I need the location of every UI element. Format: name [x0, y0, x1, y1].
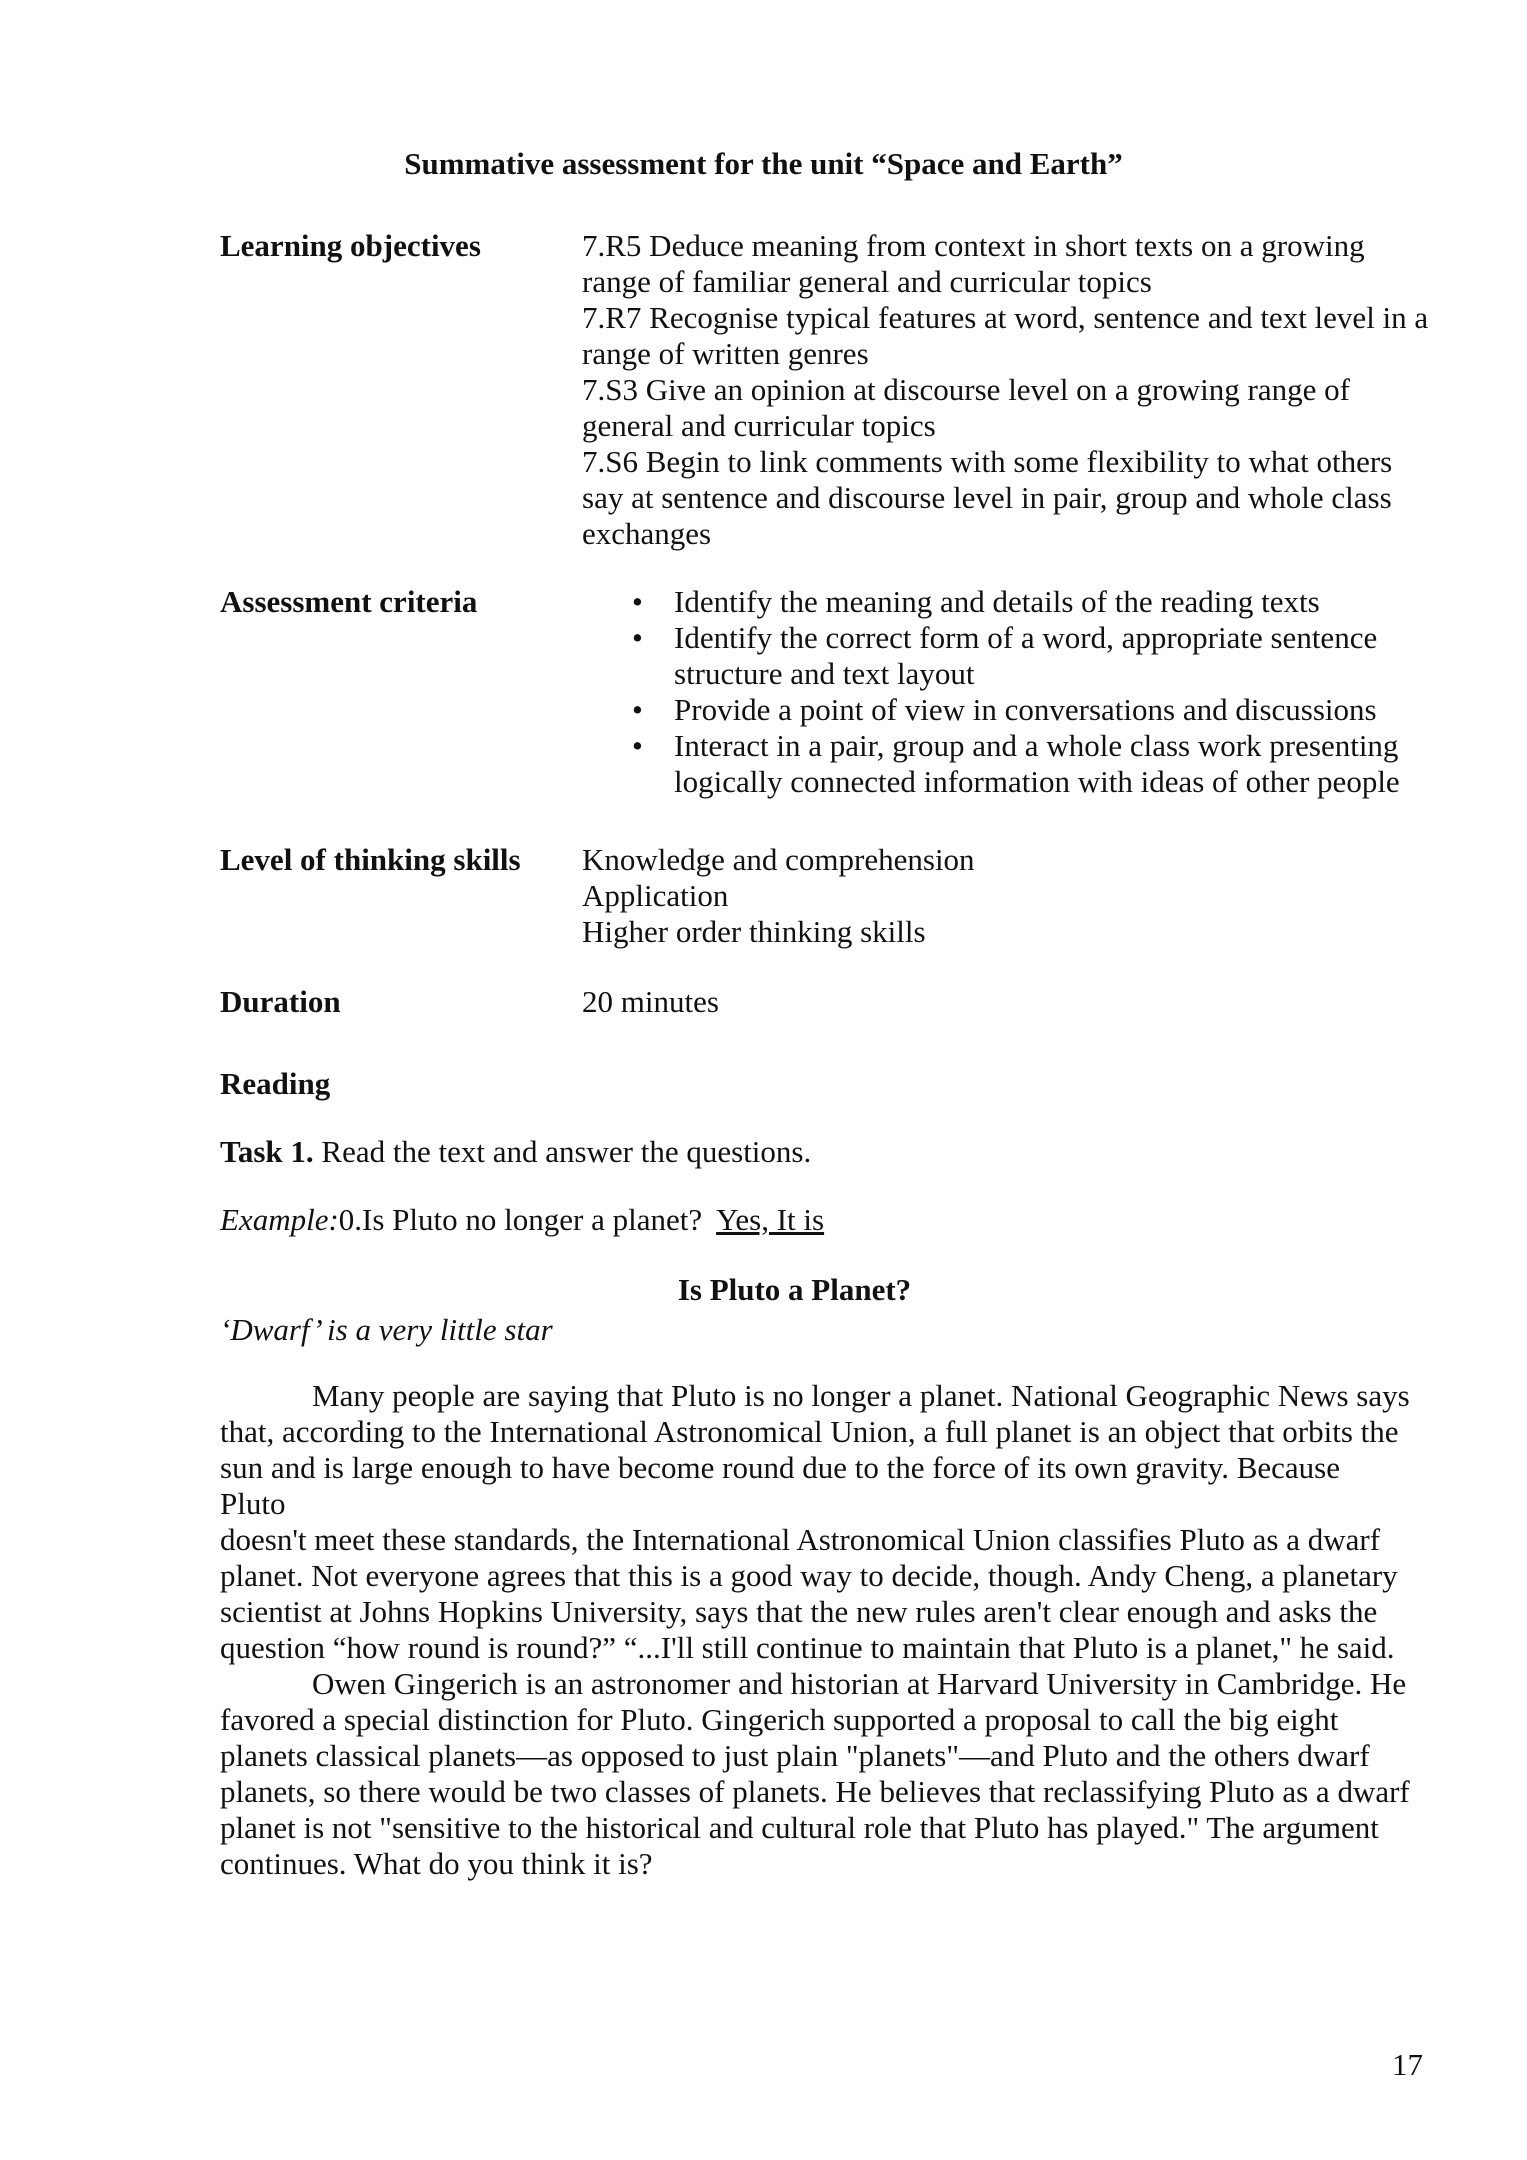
criteria-text: Provide a point of view in conversations and discussions: [674, 692, 1377, 727]
duration-value: 20 minutes: [582, 984, 719, 1019]
article-body: [220, 1378, 1410, 1882]
bullet-icon: •: [632, 584, 643, 619]
paragraph-line: Owen Gingerich is an astronomer and historian at Harvard University in Cambridge. He: [312, 1666, 1407, 1701]
paragraph-line: scientist at Johns Hopkins University, says that the new rules aren't clear enough and asks the: [220, 1594, 1378, 1629]
example-answer: Yes, It is: [716, 1202, 825, 1237]
paragraph-line: planets, so there would be two classes of planets. He believes that reclassifying Pluto as a dwarf: [220, 1774, 1410, 1809]
page-number: 17: [1392, 2047, 1423, 2082]
objective-line: range of familiar general and curricular topics: [582, 264, 1152, 299]
paragraph: [220, 1666, 1410, 1882]
example-question: 0.Is Pluto no longer a planet?: [338, 1202, 703, 1237]
example-line: [220, 1202, 824, 1238]
learning-objectives-list: [582, 228, 1462, 552]
duration-label: Duration: [220, 984, 341, 1019]
criteria-text: Identify the meaning and details of the reading texts: [674, 584, 1320, 619]
paragraph: [220, 1378, 1410, 1666]
objective-line: range of written genres: [582, 336, 869, 371]
bullet-icon: •: [632, 728, 643, 763]
criteria-text: logically connected information with ideas of other people: [674, 764, 1400, 799]
paragraph-line: planet. Not everyone agrees that this is a good way to decide, though. Andy Cheng, a planetary: [220, 1558, 1398, 1593]
thinking-skill-line: Knowledge and comprehension: [582, 842, 975, 877]
criteria-text: Interact in a pair, group and a whole class work presenting: [674, 728, 1399, 763]
objective-line: 7.S6 Begin to link comments with some flexibility to what others: [582, 444, 1393, 479]
paragraph-line: that, according to the International Astronomical Union, a full planet is an object that orbits the: [220, 1414, 1399, 1449]
task-instruction: [220, 1134, 811, 1170]
criteria-item: [582, 584, 1462, 620]
bullet-icon: •: [632, 692, 643, 727]
objective-line: 7.S3 Give an opinion at discourse level on a growing range of: [582, 372, 1350, 407]
paragraph-line: continues. What do you think it is?: [220, 1846, 653, 1881]
objective-line: say at sentence and discourse level in pair, group and whole class: [582, 480, 1392, 515]
article-subtitle: ‘Dwarf’ is a very little star: [220, 1312, 553, 1347]
bullet-icon: •: [632, 620, 643, 655]
paragraph-line: Many people are saying that Pluto is no longer a planet. National Geographic News says: [312, 1378, 1410, 1413]
paragraph-line: planet is not "sensitive to the historical and cultural role that Pluto has played." The argument: [220, 1810, 1379, 1845]
criteria-item: [582, 620, 1462, 692]
paragraph-line: doesn't meet these standards, the International Astronomical Union classifies Pluto as a dwarf: [220, 1522, 1381, 1557]
thinking-skill-line: Application: [582, 878, 729, 913]
assessment-criteria-list: [582, 584, 1462, 800]
paragraph-line: question “how round is round?” “...I'll still continue to maintain that Pluto is a planet," he said.: [220, 1630, 1395, 1665]
objective-line: general and curricular topics: [582, 408, 936, 443]
task-label: Task 1.: [220, 1134, 314, 1169]
criteria-item: [582, 728, 1462, 800]
article-title: Is Pluto a Planet?: [677, 1272, 912, 1307]
assessment-criteria-label: Assessment criteria: [220, 584, 478, 619]
reading-heading: Reading: [220, 1066, 331, 1101]
paragraph-line: favored a special distinction for Pluto. Gingerich supported a proposal to call the big eight: [220, 1702, 1339, 1737]
thinking-skill-line: Higher order thinking skills: [582, 914, 926, 949]
criteria-item: [582, 692, 1462, 728]
task-text: Read the text and answer the questions.: [313, 1134, 812, 1169]
criteria-text: structure and text layout: [674, 656, 975, 691]
objective-line: exchanges: [582, 516, 712, 551]
page-title: Summative assessment for the unit “Space and Earth”: [404, 146, 1123, 181]
thinking-skills-list: [582, 842, 1462, 950]
learning-objectives-label: Learning objectives: [220, 228, 481, 263]
thinking-skills-label: Level of thinking skills: [220, 842, 521, 877]
criteria-text: Identify the correct form of a word, appropriate sentence: [674, 620, 1378, 655]
objective-line: 7.R5 Deduce meaning from context in short texts on a growing: [582, 228, 1365, 263]
example-label: Example:: [220, 1202, 339, 1237]
paragraph-line: sun and is large enough to have become round due to the force of its own gravity. Because Pluto: [220, 1450, 1340, 1521]
paragraph-line: planets classical planets—as opposed to just plain "planets"—and Pluto and the others dwarf: [220, 1738, 1370, 1773]
objective-line: 7.R7 Recognise typical features at word, sentence and text level in a: [582, 300, 1429, 335]
